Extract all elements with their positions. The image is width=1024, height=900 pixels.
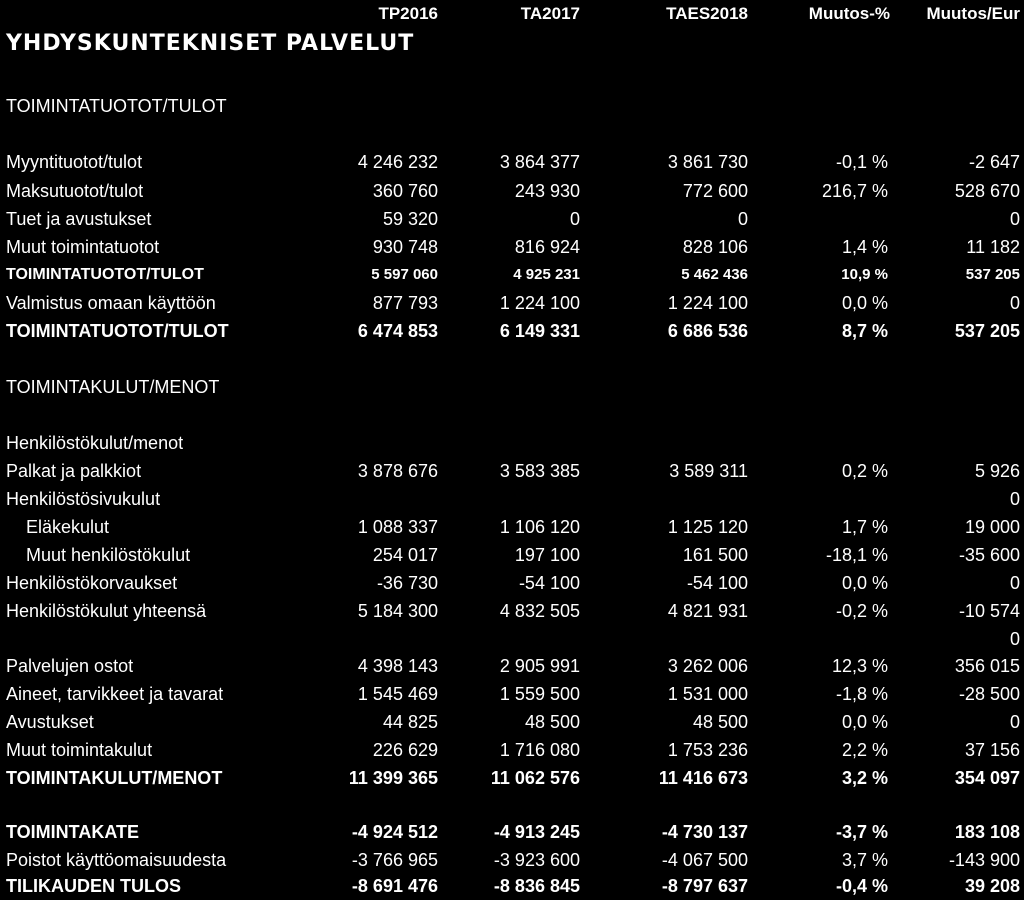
- cell-muutos-eur: 39 208: [964, 876, 1020, 896]
- cell-ta2017: 48 500: [524, 712, 580, 732]
- cell-muutos-eur: -143 900: [948, 850, 1020, 870]
- cell-tp2016: 4 398 143: [357, 656, 438, 676]
- cell-taes2018: 3 262 006: [667, 656, 748, 676]
- cell-muutos-eur: 0: [1009, 209, 1020, 229]
- cell-muutos-eur: 37 156: [964, 740, 1020, 760]
- cell-taes2018: 1 224 100: [667, 293, 748, 313]
- cell-muutos-pct: -0,2 %: [835, 601, 888, 621]
- cell-taes2018: 1 125 120: [667, 517, 748, 537]
- cell-ta2017: 1 559 500: [499, 684, 580, 704]
- cell-tp2016: 877 793: [372, 293, 438, 313]
- cell-tp2016: -4 924 512: [351, 822, 438, 842]
- header-ta2017: TA2017: [520, 4, 580, 23]
- table-row: [0, 846, 1024, 874]
- cell-ta2017: 1 106 120: [499, 517, 580, 537]
- cell-tp2016: 4 246 232: [357, 152, 438, 172]
- cell-muutos-eur: -10 574: [958, 601, 1020, 621]
- cell-taes2018: 1 531 000: [667, 684, 748, 704]
- cell-taes2018: -4 067 500: [661, 850, 748, 870]
- cell-ta2017: -4 913 245: [493, 822, 580, 842]
- row-label: Palkat ja palkkiot: [6, 461, 142, 481]
- cell-muutos-pct: -0,1 %: [835, 152, 888, 172]
- cell-taes2018: 3 589 311: [669, 461, 748, 481]
- cell-muutos-eur: 537 205: [965, 266, 1020, 283]
- cell-taes2018: 48 500: [692, 712, 748, 732]
- cell-muutos-pct: 3,7 %: [841, 850, 888, 870]
- cell-muutos-pct: 0,2 %: [841, 461, 888, 481]
- cell-ta2017: 3 583 385: [499, 461, 580, 481]
- cell-ta2017: -8 836 845: [493, 876, 580, 896]
- cell-taes2018: 828 106: [682, 237, 748, 257]
- cell-muutos-eur: 0: [1009, 629, 1020, 649]
- row-label: Palvelujen ostot: [6, 656, 134, 676]
- row-label: TILIKAUDEN TULOS: [6, 876, 181, 896]
- cell-muutos-pct: 216,7 %: [821, 181, 888, 201]
- cell-taes2018: -8 797 637: [661, 876, 748, 896]
- cell-taes2018: 3 861 730: [667, 152, 748, 172]
- row-label: TOIMINTATUOTOT/TULOT: [6, 266, 204, 283]
- table-row: [0, 569, 1024, 597]
- header-tp2016: TP2016: [378, 4, 438, 23]
- cell-taes2018: 5 462 436: [681, 266, 748, 283]
- total-row: [0, 317, 1024, 345]
- cell-muutos-eur: 0: [1009, 489, 1020, 509]
- cell-tp2016: 6 474 853: [357, 321, 438, 341]
- cell-muutos-eur: 5 926: [974, 461, 1020, 481]
- table-row: [0, 485, 1024, 513]
- table-row: [0, 233, 1024, 261]
- cell-ta2017: 11 062 576: [490, 768, 580, 788]
- cell-tp2016: 226 629: [372, 740, 438, 760]
- row-label: Muut toimintakulut: [6, 740, 153, 760]
- cell-muutos-pct: -18,1 %: [825, 545, 888, 565]
- total-row: [0, 818, 1024, 846]
- cell-ta2017: 1 224 100: [499, 293, 580, 313]
- cell-muutos-eur: -2 647: [968, 152, 1020, 172]
- total-row: [0, 872, 1024, 900]
- cell-muutos-eur: 528 670: [954, 181, 1020, 201]
- cell-ta2017: 6 149 331: [499, 321, 580, 341]
- cell-taes2018: 0: [737, 209, 748, 229]
- cell-tp2016: 930 748: [372, 237, 438, 257]
- table-row: [0, 289, 1024, 317]
- section-title-tuotot: TOIMINTATUOTOT/TULOT: [6, 96, 227, 116]
- row-label: Avustukset: [6, 712, 94, 732]
- table-row: [0, 429, 1024, 457]
- cell-muutos-pct: 3,2 %: [841, 768, 888, 788]
- row-label: Tuet ja avustukset: [6, 209, 152, 229]
- cell-muutos-pct: 1,4 %: [841, 237, 888, 257]
- cell-ta2017: 1 716 080: [499, 740, 580, 760]
- row-label: Aineet, tarvikkeet ja tavarat: [6, 684, 224, 704]
- cell-tp2016: 5 184 300: [357, 601, 438, 621]
- row-label: TOIMINTAKATE: [6, 822, 139, 842]
- page-title: YHDYSKUNTEKNISET PALVELUT: [6, 31, 415, 56]
- cell-muutos-pct: 12,3 %: [831, 656, 888, 676]
- table-row: [0, 652, 1024, 680]
- cell-tp2016: 3 878 676: [357, 461, 438, 481]
- cell-taes2018: -4 730 137: [661, 822, 748, 842]
- cell-ta2017: 2 905 991: [499, 656, 580, 676]
- cell-muutos-pct: 0,0 %: [841, 712, 888, 732]
- table-row: [0, 597, 1024, 625]
- table-row: [0, 625, 1024, 653]
- table-row: [0, 513, 1024, 541]
- cell-tp2016: -36 730: [376, 573, 438, 593]
- cell-tp2016: 11 399 365: [348, 768, 438, 788]
- table-row: [0, 177, 1024, 205]
- cell-muutos-eur: 537 205: [954, 321, 1020, 341]
- table-row: [0, 680, 1024, 708]
- row-label: Henkilöstösivukulut: [6, 489, 161, 509]
- cell-taes2018: 1 753 236: [667, 740, 748, 760]
- table-row: [0, 541, 1024, 569]
- cell-muutos-eur: 0: [1009, 712, 1020, 732]
- row-label: Eläkekulut: [26, 517, 110, 537]
- cell-muutos-eur: -28 500: [958, 684, 1020, 704]
- cell-muutos-eur: 0: [1009, 573, 1020, 593]
- cell-muutos-pct: 2,2 %: [841, 740, 888, 760]
- cell-muutos-eur: 0: [1009, 293, 1020, 313]
- cell-tp2016: -3 766 965: [351, 850, 438, 870]
- table-row: [0, 736, 1024, 764]
- section-title-kulut: TOIMINTAKULUT/MENOT: [6, 377, 220, 397]
- row-label: Maksutuotot/tulot: [6, 181, 144, 201]
- cell-tp2016: 1 545 469: [357, 684, 438, 704]
- cell-muutos-eur: 183 108: [954, 822, 1020, 842]
- cell-muutos-pct: 8,7 %: [841, 321, 888, 341]
- cell-muutos-eur: 11 182: [966, 237, 1020, 257]
- row-label: Muut toimintatuotot: [6, 237, 160, 257]
- cell-tp2016: 59 320: [382, 209, 438, 229]
- row-label: Myyntituotot/tulot: [6, 152, 143, 172]
- cell-taes2018: 161 500: [682, 545, 748, 565]
- cell-taes2018: 11 416 673: [658, 768, 748, 788]
- cell-muutos-eur: 19 000: [964, 517, 1020, 537]
- cell-muutos-pct: 10,9 %: [841, 266, 888, 283]
- cell-tp2016: -8 691 476: [351, 876, 438, 896]
- cell-taes2018: 4 821 931: [667, 601, 748, 621]
- cell-ta2017: -3 923 600: [493, 850, 580, 870]
- cell-muutos-pct: -3,7 %: [835, 822, 888, 842]
- cell-muutos-pct: -1,8 %: [835, 684, 888, 704]
- cell-muutos-pct: 0,0 %: [841, 573, 888, 593]
- row-label: Henkilöstökulut/menot: [6, 433, 184, 453]
- cell-ta2017: 0: [569, 209, 580, 229]
- subtotal-row: [0, 261, 1024, 289]
- cell-muutos-pct: -0,4 %: [835, 876, 888, 896]
- cell-muutos-pct: 1,7 %: [841, 517, 888, 537]
- cell-ta2017: -54 100: [518, 573, 580, 593]
- cell-taes2018: 772 600: [682, 181, 748, 201]
- header-muutos-pct: Muutos-%: [808, 4, 890, 23]
- cell-muutos-pct: 0,0 %: [841, 293, 888, 313]
- table-row: [0, 205, 1024, 233]
- cell-taes2018: -54 100: [686, 573, 748, 593]
- table-row: [0, 457, 1024, 485]
- cell-ta2017: 4 832 505: [499, 601, 580, 621]
- cell-tp2016: 254 017: [372, 545, 438, 565]
- cell-ta2017: 816 924: [514, 237, 580, 257]
- header-muutos-eur: Muutos/Eur: [926, 4, 1020, 23]
- cell-tp2016: 1 088 337: [357, 517, 438, 537]
- row-label: Muut henkilöstökulut: [26, 545, 191, 565]
- header-taes2018: TAES2018: [666, 4, 748, 23]
- total-row: [0, 764, 1024, 792]
- cell-muutos-eur: 354 097: [954, 768, 1020, 788]
- row-label: Poistot käyttöomaisuudesta: [6, 850, 227, 870]
- cell-muutos-eur: 356 015: [954, 656, 1020, 676]
- row-label: TOIMINTAKULUT/MENOT: [6, 768, 223, 788]
- cell-tp2016: 360 760: [372, 181, 438, 201]
- row-label: Valmistus omaan käyttöön: [6, 293, 216, 313]
- row-label: Henkilöstökulut yhteensä: [6, 601, 207, 621]
- cell-ta2017: 243 930: [514, 181, 580, 201]
- row-label: Henkilöstökorvaukset: [6, 573, 178, 593]
- cell-ta2017: 3 864 377: [499, 152, 580, 172]
- row-label: TOIMINTATUOTOT/TULOT: [6, 321, 229, 341]
- table-row: [0, 708, 1024, 736]
- cell-muutos-pct: [760, 205, 888, 233]
- cell-tp2016: 44 825: [382, 712, 438, 732]
- cell-taes2018: 6 686 536: [667, 321, 748, 341]
- cell-muutos-eur: -35 600: [958, 545, 1020, 565]
- cell-tp2016: 5 597 060: [371, 266, 438, 283]
- cell-ta2017: 197 100: [514, 545, 580, 565]
- table-row: [0, 148, 1024, 176]
- cell-ta2017: 4 925 231: [513, 266, 580, 283]
